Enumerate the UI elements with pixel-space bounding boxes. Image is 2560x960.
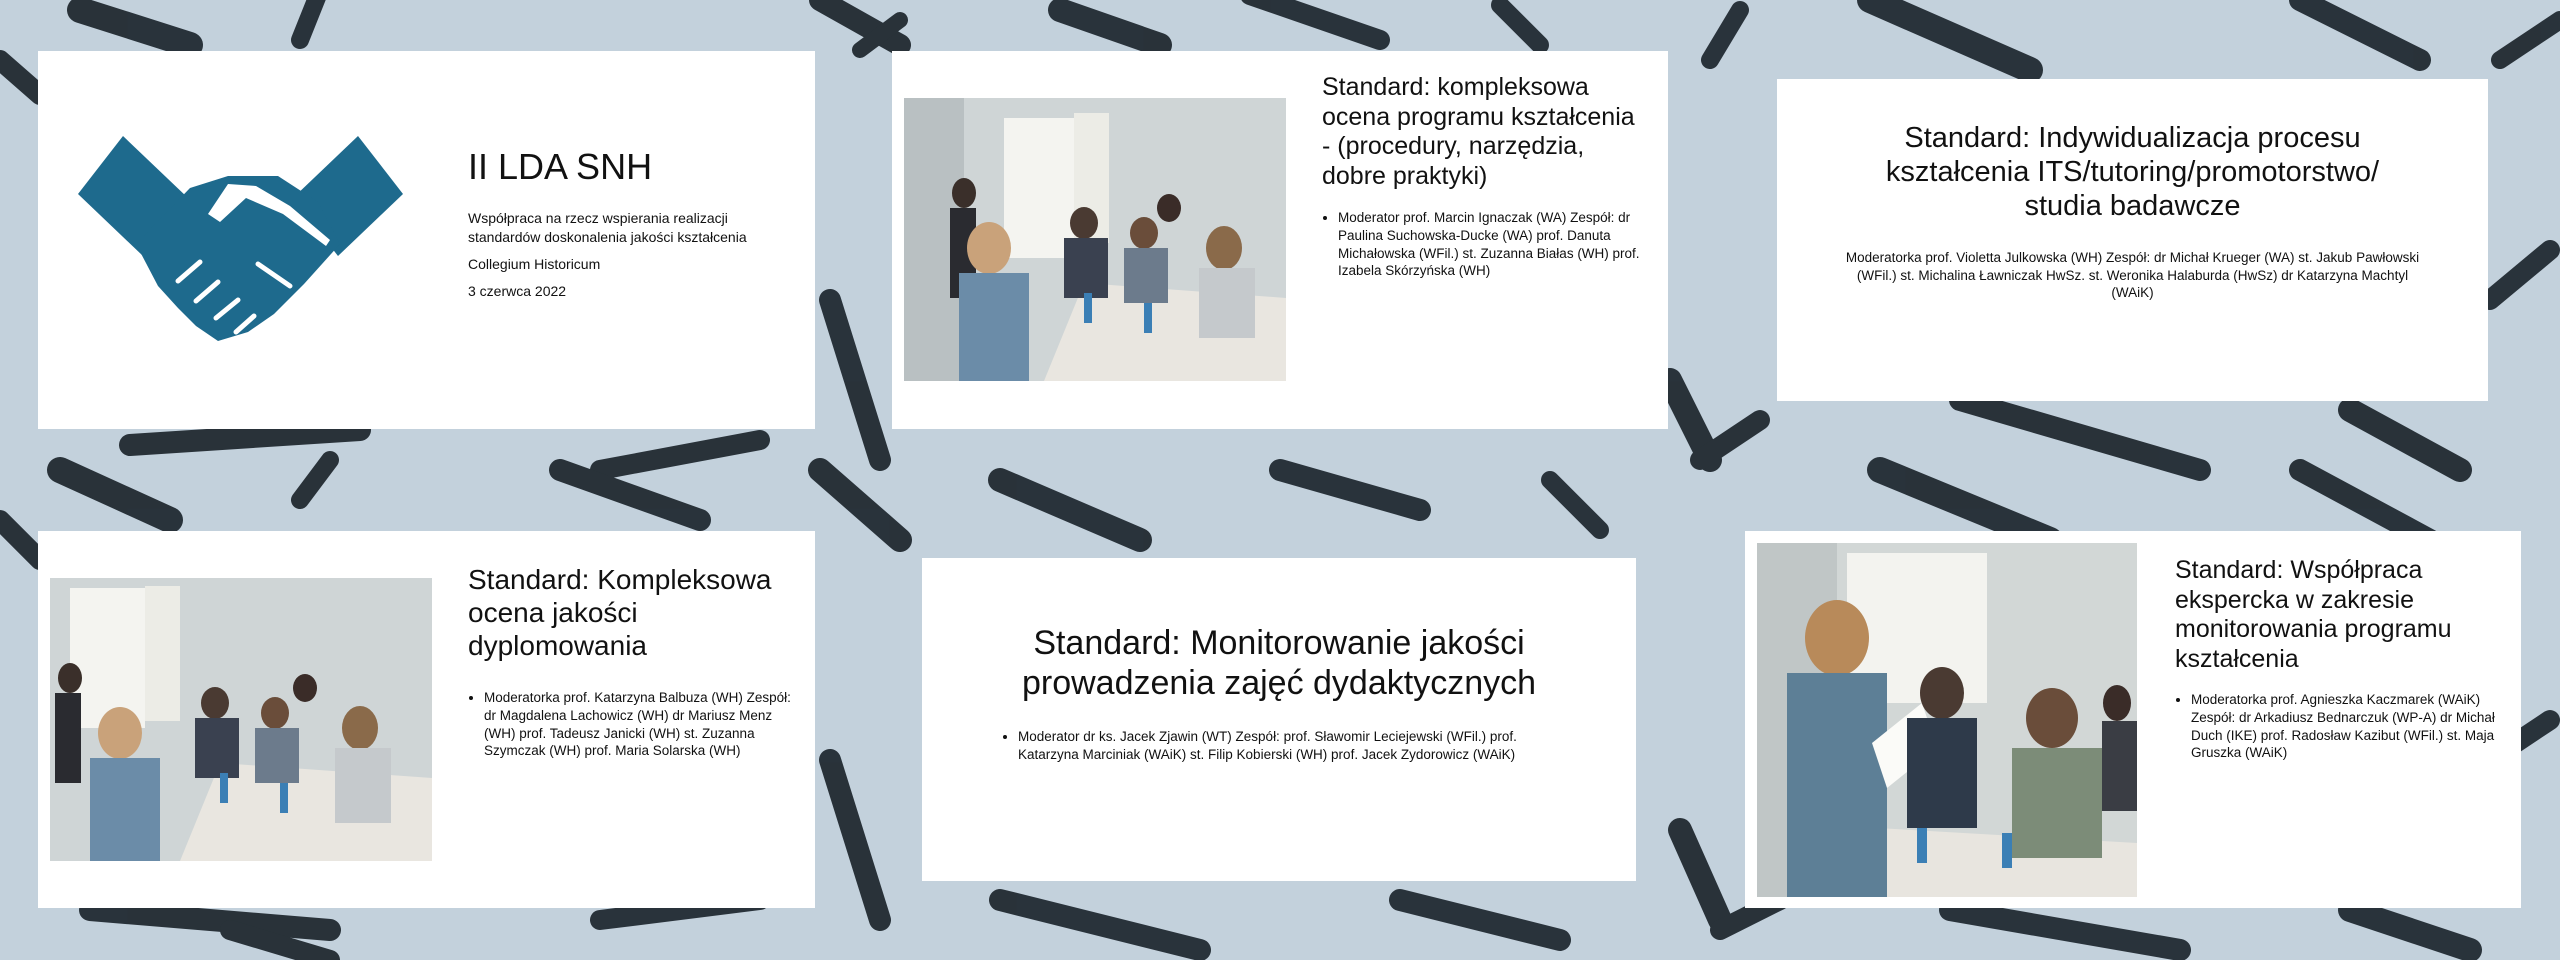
slide-1[interactable] (38, 51, 815, 429)
subtitle-line: 3 czerwca 2022 (468, 282, 567, 299)
bullet-item: • Moderatorka prof. Agnieszka Kaczmarek (WAiK) Zespół: dr Arkadiusz Bednarczuk (WP-A) dr Michał Duch (IKE) prof. Radosław Kazibut (WFil.) st. Maja Gruszka (WAiK) (2191, 691, 2506, 762)
bullet-item: • Moderator dr ks. Jacek Zjawin (WT) Zespół: prof. Sławomir Leciejewski (WFil.) prof. Katarzyna Marciniak (WAiK) st. Filip Kobierski (WH) prof. Jacek Zydorowicz (WAiK) (1018, 728, 1578, 764)
slide-4[interactable] (38, 531, 815, 908)
slide-bullets (2175, 691, 2506, 762)
meeting-photo (904, 98, 1286, 381)
handshake-icon (78, 136, 403, 341)
slide-2[interactable] (892, 51, 1668, 429)
slide-bullets (468, 689, 799, 760)
slide-title: II LDA SNH (468, 146, 653, 187)
slide-5[interactable] (922, 558, 1636, 881)
slide-title: Standard: Współpraca ekspercka w zakresie monitorowania programu kształcenia (2175, 556, 2452, 673)
slide-3[interactable] (1777, 79, 2488, 401)
meeting-photo (50, 578, 432, 861)
slide-title: Standard: Kompleksowa ocena jakości dyplomowania (468, 564, 772, 662)
slide-6[interactable] (1745, 531, 2521, 908)
meeting-photo (1757, 543, 2137, 897)
subtitle-line: Collegium Historicum (468, 255, 601, 272)
slide-bullets (1002, 728, 1578, 764)
slide-title: Standard: Indywidualizacja procesu kształcenia ITS/tutoring/promotorstwo/ studia badawcze (1885, 122, 2380, 223)
slide-title: Standard: kompleksowa ocena programu kształcenia - (procedury, narzędzia, dobre praktyki) (1322, 73, 1635, 190)
slide-bullets (1322, 209, 1648, 280)
slide-title: Standard: Monitorowanie jakości prowadzenia zajęć dydaktycznych (1021, 624, 1537, 703)
subtitle-line: Współpraca na rzecz wspierania realizacji standardów doskonalenia jakości kształcenia (468, 210, 747, 245)
bullet-item: • Moderator prof. Marcin Ignaczak (WA) Zespół: dr Paulina Suchowska-Ducke (WA) prof. Danuta Michałowska (WFil.) st. Zuzanna Białas (WH) prof. Izabela Skórzyńska (WH) (1338, 209, 1648, 280)
bullet-item: • Moderatorka prof. Katarzyna Balbuza (WH) Zespół: dr Magdalena Lachowicz (WH) dr Mariusz Menz (WH) prof. Tadeusz Janicki (WH) st. Zuzanna Szymczak (WH) prof. Maria Solarska (WH) (484, 689, 799, 760)
slide-body: Moderatorka prof. Violetta Julkowska (WH) Zespół: dr Michał Krueger (WA) st. Jakub Pawłowski (WFil.) st. Michalina Ławniczak HwSz. st. Weronika Halaburda (HwSz) dr Katarzyna Machtyl (WAiK) (1845, 250, 2420, 301)
slide-subtitle (468, 209, 788, 309)
